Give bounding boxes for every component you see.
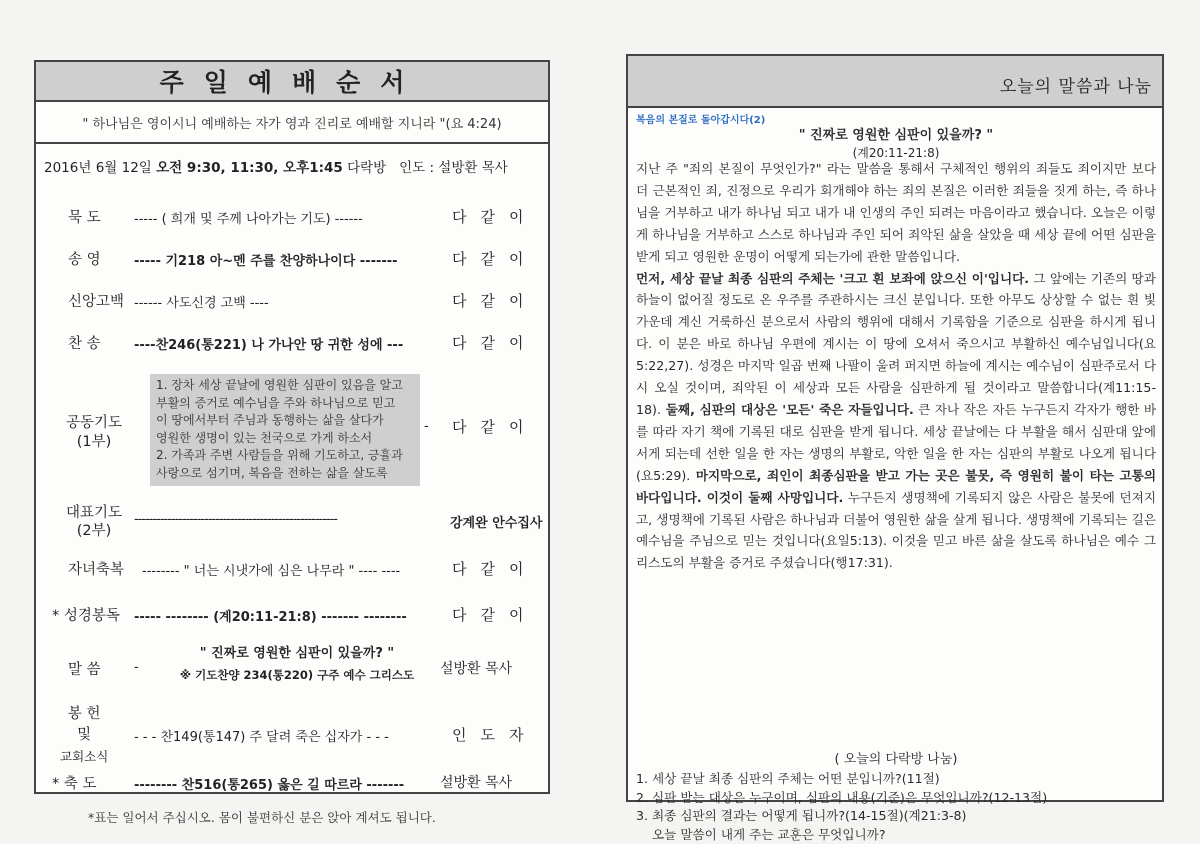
sermon-hymn: ※ 기도찬양 234(통220) 구주 예수 그리스도 [152, 667, 442, 683]
order-item-sermon: 말 씀 - " 진짜로 영원한 심판이 있을까? " ※ 기도찬양 234(통220) 구주 예수 그리스도 설방환 목사 [36, 642, 548, 694]
order-label: 송 영 [68, 248, 101, 269]
footer-note: *표는 일어서 주십시오. 몸이 불편하신 분은 앉아 계셔도 됩니다. [88, 808, 436, 826]
worship-order-panel [34, 60, 550, 794]
order-label: 봉 헌 및 교회소식 [60, 704, 108, 768]
question-item: 오늘 말씀이 내게 주는 교훈은 무엇입니까? [636, 826, 1047, 844]
order-label: 말 씀 [68, 658, 101, 679]
order-leader: 인도자 [452, 724, 537, 745]
sermon-heading: " 진짜로 영원한 심판이 있을까? " [628, 125, 1164, 147]
sermon-panel-header [628, 56, 1162, 108]
questions-heading: ( 오늘의 다락방 나눔) [628, 749, 1164, 771]
order-item-benediction [36, 768, 548, 796]
order-item-offering: 봉 헌 및 교회소식 - - - 찬149(통147) 주 달려 죽은 십자가 - - - 인도자 [36, 700, 548, 764]
order-detail: ----- 기218 아~멘 주를 찬양하나이다 ------- [134, 250, 398, 269]
sermon-info [152, 642, 442, 683]
order-detail: -------- " 너는 시냇가에 심은 나무라 " ---- ---- [142, 560, 400, 579]
sermon-paragraph-main: 먼저, 세상 끝날 최종 심판의 주체는 '크고 흰 보좌에 앉으신 이'입니다. 그 앞에는 기존의 땅과 하늘이 없어질 정도로 온 우주를 주관하시는 크신 분입니다. 또한 아무도 상상할 수 없는 흰 빛 가운데 계신 거룩하신 분으로서 사람의 행위에 대해서 기록함을 기준으로 심판을 하시게 됩니다. 이 분은 바로 하나님 우편에 계시는 이 땅에 오셔서 죽으시고 부활하신 예수님입니다(요5:22,27). 성경은 마지막 일곱 번째 나팔이 울려 퍼지면 하늘에 계시는 예수님이 심판주로서 다시 오실 것이며, 죄악된 이 세상과 모든 사람을 심판하게 될 것이라고 말씀합니다(계11:15-18). 둘째, 심판의 대상은 '모든' 죽은 자들입니다. 큰 자나 작은 자든 누구든지 각자가 행한 바를 따라 자기 책에 기록된 대로 심판을 받게 됩니다. 세상 끝날에는 다 부활을 해서 심판대 앞에 서게 되는데 선한 일을 한 자는 생명의 부활로, 악한 일을 한 자는 심판의 부활로 나오게 됩니다(요5:29). 마지막으로, 죄인이 최종심판을 받고 가는 곳은 불못, 즉 영원히 불이 타는 고통의 바다입니다. 이것이 둘째 사망입니다. 누구든지 생명책에 기록되지 않은 사람은 불못에 던져지고, 생명책에 기록된 사람은 하나님과 더불어 영원한 삶을 살게 됩니다. 생명책에 기록되는 길은 예수님을 주님으로 믿는 것입니다(요일5:13). 이것을 믿고 바른 삶을 살도록 하나님은 예수 그리스도의 부활을 증거로 주셨습니다(행17:31). [636, 268, 1156, 575]
service-room: 다락방 [347, 160, 386, 176]
service-date: 2016년 6월 12일 [44, 160, 152, 176]
question-item: 3. 최종 심판의 결과는 어떻게 됩니까?(14-15절)(계21:3-8) [636, 807, 1047, 826]
order-item-rep-prayer: 대표기도 (2부) ------------------------------------------------------- 강계완 안수집사 [36, 500, 548, 540]
order-label: 신앙고백 [68, 290, 124, 311]
order-detail: ----찬246(통221) 나 가나안 땅 귀한 성에 --- [134, 334, 403, 353]
order-leader: 다같이 [452, 416, 537, 437]
order-item-silent-prayer [36, 202, 548, 230]
order-detail: ------ 사도신경 고백 ---- [134, 292, 269, 311]
worship-order-title: 주일예배순서 [36, 62, 548, 102]
order-leader: 다같이 [452, 604, 537, 625]
order-label: * 성경봉독 [52, 604, 120, 625]
order-leader: 설방환 목사 [440, 658, 512, 678]
order-label: 찬 송 [68, 332, 101, 353]
order-label: 자녀축복 [68, 558, 124, 579]
order-item-doxology [36, 244, 548, 272]
order-item-common-prayer: 공동기도 (1부) 1. 장차 세상 끝날에 영원한 심판이 있음을 알고 부활의 증거로 예수님을 주와 하나님으로 믿고 이 땅에서부터 주님과 동행하는 삶을 살다가 영원한 생명이 있는 천국으로 가게 하소서 2. 가족과 주변 사람들을 위해 기도하고, 긍휼과 사랑으로 섬기며, 복음을 전하는 삶을 살도록 - 다같이 [36, 374, 548, 486]
order-leader: 다같이 [452, 558, 537, 579]
order-label: * 축 도 [52, 772, 96, 793]
questions-list [636, 770, 1047, 844]
series-kicker: 복음의 본질로 돌아갑시다(2) [636, 110, 765, 132]
sermon-panel-title: 오늘의 말씀과 나눔 [1000, 72, 1152, 97]
order-label: 대표기도 (2부) [66, 504, 122, 540]
question-item: 2. 심판 받는 대상은 누구이며, 심판의 내용(기준)은 무엇입니까?(12-13절) [636, 789, 1047, 808]
sermon-title: " 진짜로 영원한 심판이 있을까? " [152, 642, 442, 661]
theme-verse: " 하나님은 영이시니 예배하는 자가 영과 진리로 예배할 지니라 "(요 4:24) [36, 102, 548, 144]
order-label: 공동기도 (1부) [66, 414, 122, 452]
order-detail: ----- ( 희개 및 주께 나아가는 기도) ------ [134, 208, 363, 227]
order-item-creed [36, 286, 548, 314]
sermon-panel [626, 54, 1164, 802]
order-item-scripture [36, 600, 548, 628]
service-times: 오전 9:30, 11:30, 오후1:45 [156, 160, 343, 176]
order-leader: 다같이 [452, 206, 537, 227]
order-leader: 설방환 목사 [440, 772, 512, 792]
order-item-child-blessing [36, 554, 548, 582]
order-item-hymn [36, 328, 548, 356]
service-info [44, 156, 508, 176]
sermon-text [636, 158, 1156, 574]
order-label: 묵 도 [68, 206, 101, 227]
sermon-reference: (계20:11-21:8) [628, 143, 1164, 165]
order-leader: 다같이 [452, 332, 537, 353]
order-leader: 강계완 안수집사 [450, 512, 542, 531]
service-leader: 인도 : 설방환 목사 [399, 160, 508, 176]
prayer-points-box: 1. 장차 세상 끝날에 영원한 심판이 있음을 알고 부활의 증거로 예수님을 주와 하나님으로 믿고 이 땅에서부터 주님과 동행하는 삶을 살다가 영원한 생명이 있는 천국으로 가게 하소서 2. 가족과 주변 사람들을 위해 기도하고, 긍휼과 사랑으로 섬기며, 복음을 전하는 삶을 살도록 [150, 374, 420, 486]
order-leader: 다같이 [452, 290, 537, 311]
order-leader: 다같이 [452, 248, 537, 269]
order-detail: -------- 찬516(통265) 옳은 길 따르라 ------- [134, 774, 404, 793]
order-detail: ----- -------- (계20:11-21:8) ------- -------- [134, 606, 407, 625]
question-item: 1. 세상 끝날 최종 심판의 주체는 어떤 분입니까?(11절) [636, 770, 1047, 789]
sermon-paragraph-intro: 지난 주 "죄의 본질이 무엇인가?" 라는 말씀을 통해서 구체적인 행위의 죄들도 죄이지만 보다 더 근본적인 죄, 진정으로 우리가 회개해야 하는 죄의 본질은 이러한 죄들을 짓게 하는, 즉 하나님을 거부하고 내가 하나님 되고 내가 내 인생의 주인 되려는 마음이라고 했습니다. 오늘은 이렇게 하나님을 거부하고 스스로 하나님과 주인 되어 죄악된 삶을 살았을 때 세상 끝에 어떤 심판을 받게 되고 영원한 운명이 어떻게 되는가에 관한 말씀입니다. [636, 158, 1156, 268]
